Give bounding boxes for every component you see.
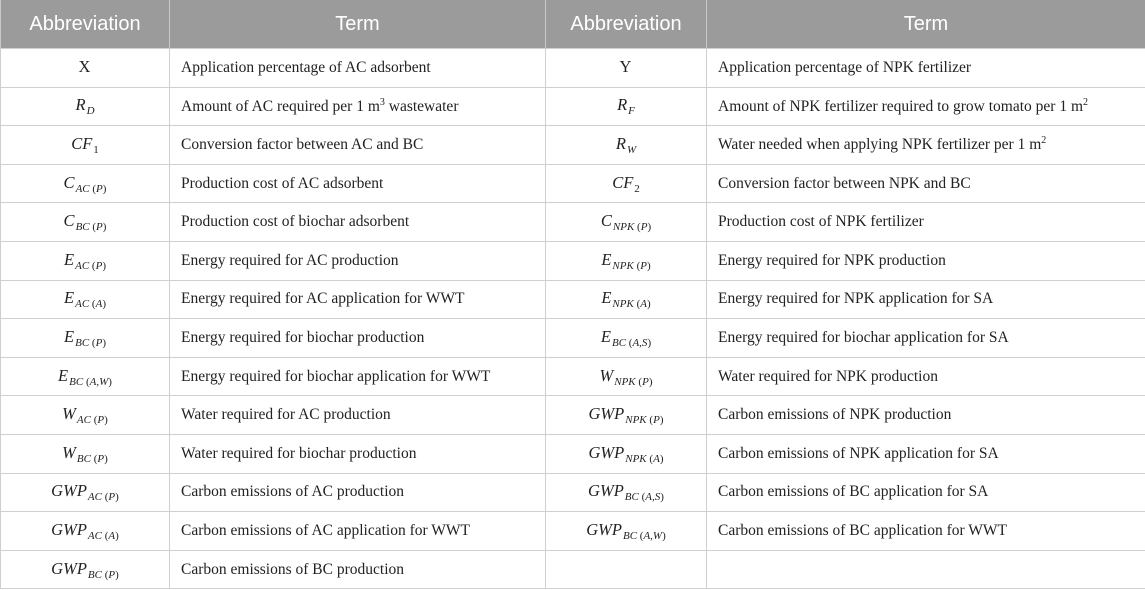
abbreviation-cell [546, 512, 707, 551]
abbreviation-subscript: BC (P) [75, 336, 106, 349]
term-cell [170, 49, 546, 88]
term-cell [707, 87, 1145, 126]
abbreviation-cell [546, 550, 707, 589]
abbreviation-subscript: BC (P) [87, 568, 119, 581]
abbreviation-subscript: BC (A,W) [69, 375, 112, 388]
term-text: Application percentage of AC adsorbent [181, 58, 431, 76]
table-row [1, 49, 1145, 88]
term-superscript: 3 [379, 96, 385, 108]
term-text: Water required for AC production [181, 406, 391, 424]
abbreviation-symbol: E [600, 326, 611, 346]
abbreviation-cell [1, 241, 170, 280]
abbreviation-symbol: GWP [586, 519, 622, 539]
abbreviation-symbol: C [63, 172, 75, 192]
term-text: Carbon emissions of AC production [181, 483, 405, 501]
term-cell [707, 164, 1145, 203]
table-row [1, 550, 1145, 589]
abbreviation-subscript: NPK (P) [625, 414, 664, 427]
abbreviation-symbol: R [615, 133, 626, 153]
term-text: Carbon emissions of BC production [181, 560, 405, 578]
abbreviation-subscript: AC (P) [75, 182, 107, 195]
abbreviation-symbol: GWP [51, 558, 87, 578]
term-text: Water required for NPK production [718, 367, 938, 385]
header-term-left: Term [170, 0, 546, 49]
abbreviation-cell [546, 396, 707, 435]
abbreviation-subscript: AC (P) [87, 491, 119, 504]
abbreviation-cell [546, 87, 707, 126]
term-cell [707, 241, 1145, 280]
table-row [1, 87, 1145, 126]
abbreviation-subscript: NPK (P) [614, 375, 653, 388]
term-cell [170, 164, 546, 203]
term-cell [170, 319, 546, 358]
abbreviation-symbol: W [62, 442, 76, 462]
table-row [1, 434, 1145, 473]
abbreviation-symbol: R [75, 95, 86, 115]
term-text: Carbon emissions of BC application for WWT [718, 521, 1007, 539]
term-text: Energy required for NPK production [718, 251, 946, 269]
term-text: Carbon emissions of AC application for WWT [181, 521, 470, 539]
abbreviation-symbol: GWP [588, 481, 624, 501]
table-row [1, 357, 1145, 396]
table-row [1, 241, 1145, 280]
term-superscript: 2 [1041, 135, 1047, 147]
abbreviation-symbol: W [599, 365, 614, 385]
term-cell [707, 319, 1145, 358]
term-text: Production cost of NPK fertilizer [718, 213, 924, 231]
term-text: Carbon emissions of NPK production [718, 406, 952, 424]
abbreviation-cell [546, 434, 707, 473]
abbreviation-subscript: AC (P) [75, 259, 106, 272]
abbreviation-subscript: NPK (A) [612, 298, 651, 311]
term-text: Energy required for biochar application for SA [718, 328, 1009, 346]
term-cell [170, 87, 546, 126]
term-cell [707, 396, 1145, 435]
abbreviation-symbol: E [58, 365, 69, 385]
abbreviation-symbol: CF [71, 133, 93, 153]
abbreviation-symbol: C [600, 211, 612, 231]
abbreviation-symbol: E [601, 249, 612, 269]
table-row [1, 319, 1145, 358]
abbreviation-subscript: D [86, 105, 95, 118]
header-abbreviation-right: Abbreviation [546, 0, 707, 49]
table-row [1, 164, 1145, 203]
term-text: Energy required for biochar production [181, 328, 425, 346]
abbreviation-cell [546, 203, 707, 242]
term-cell [170, 357, 546, 396]
term-cell [170, 203, 546, 242]
abbreviation-subscript: NPK (P) [612, 221, 652, 234]
term-text: Conversion factor between AC and BC [181, 135, 424, 153]
abbreviation-symbol: GWP [51, 481, 87, 501]
term-cell [707, 49, 1145, 88]
abbreviation-symbol: E [64, 288, 75, 308]
abbreviation-symbol: GWP [588, 442, 625, 462]
term-cell [707, 203, 1145, 242]
abbreviation-cell [546, 280, 707, 319]
table-row [1, 203, 1145, 242]
term-text: Production cost of biochar adsorbent [181, 213, 410, 231]
abbreviation-symbol: R [617, 95, 628, 115]
abbreviation-symbol: E [64, 326, 75, 346]
abbreviation-cell [1, 126, 170, 165]
term-cell [170, 280, 546, 319]
abbreviation-cell [1, 280, 170, 319]
table-row [1, 473, 1145, 512]
abbreviation-subscript: F [628, 105, 635, 118]
term-text: Water required for biochar production [181, 444, 417, 462]
term-cell [170, 473, 546, 512]
abbreviation-subscript: AC (P) [76, 414, 108, 427]
term-text: Production cost of AC adsorbent [181, 174, 384, 192]
abbreviation-cell [1, 473, 170, 512]
abbreviation-subscript: BC (A,W) [622, 529, 666, 542]
abbreviation-subscript: AC (A) [75, 298, 106, 311]
abbreviation-cell [1, 434, 170, 473]
abbreviation-symbol: GWP [588, 404, 625, 424]
abbreviation-cell [1, 49, 170, 88]
abbreviation-cell [1, 319, 170, 358]
abbreviation-cell [546, 49, 707, 88]
term-text-suffix: wastewater [384, 97, 459, 115]
table-row [1, 396, 1145, 435]
abbreviation-cell [1, 203, 170, 242]
abbreviation-cell [546, 241, 707, 280]
term-cell [707, 280, 1145, 319]
term-cell [707, 434, 1145, 473]
abbreviation-subscript: AC (A) [87, 529, 119, 542]
table-row [1, 512, 1145, 551]
term-text: Energy required for AC application for WWT [181, 290, 465, 308]
term-text: Application percentage of NPK fertilizer [718, 58, 972, 76]
term-text: Carbon emissions of NPK application for SA [718, 444, 999, 462]
term-text: Energy required for biochar application for WWT [181, 367, 491, 385]
header-abbreviation-left: Abbreviation [1, 0, 170, 49]
term-cell [170, 241, 546, 280]
abbreviation-symbol: X [78, 56, 91, 76]
header-term-right: Term [707, 0, 1145, 49]
abbreviation-cell [1, 357, 170, 396]
term-cell [170, 396, 546, 435]
abbreviation-cell [1, 87, 170, 126]
abbreviation-symbol: E [64, 249, 75, 269]
abbreviation-cell [1, 164, 170, 203]
term-text: Energy required for NPK application for SA [718, 290, 994, 308]
abbreviation-symbol: Y [619, 56, 632, 76]
term-cell [707, 512, 1145, 551]
abbreviation-subscript: NPK (P) [612, 259, 651, 272]
abbreviation-symbol: C [63, 211, 75, 231]
abbreviation-subscript: 1 [93, 143, 99, 156]
abbreviation-cell [546, 357, 707, 396]
abbreviation-symbol: W [62, 404, 76, 424]
term-cell [170, 126, 546, 165]
term-cell [707, 357, 1145, 396]
table-row [1, 126, 1145, 165]
term-cell [707, 126, 1145, 165]
term-cell [170, 550, 546, 589]
term-cell [170, 434, 546, 473]
term-cell [707, 473, 1145, 512]
term-cell [170, 512, 546, 551]
term-text: Carbon emissions of BC application for SA [718, 483, 989, 501]
abbreviation-cell [1, 396, 170, 435]
abbreviation-cell [1, 550, 170, 589]
table-body [1, 49, 1145, 589]
abbreviation-subscript: NPK (A) [625, 452, 664, 465]
abbreviation-subscript: W [626, 143, 637, 156]
abbreviation-subscript: BC (A,S) [611, 336, 652, 349]
abbreviation-symbol: E [601, 288, 612, 308]
abbreviation-cell [546, 164, 707, 203]
abbreviation-subscript: 2 [634, 182, 640, 195]
header-row [1, 0, 1145, 49]
abbreviation-symbol: CF [612, 172, 634, 192]
term-cell [707, 550, 1145, 589]
abbreviation-subscript: BC (A,S) [624, 491, 664, 504]
abbreviation-subscript: BC (P) [75, 221, 107, 234]
term-superscript: 2 [1083, 96, 1089, 108]
term-text: Water needed when applying NPK fertilizer per 1 m [718, 136, 1042, 154]
term-text: Conversion factor between NPK and BC [718, 174, 971, 192]
abbreviation-symbol: GWP [51, 519, 87, 539]
abbreviation-cell [1, 512, 170, 551]
abbreviation-subscript: BC (P) [76, 452, 108, 465]
abbreviation-cell [546, 319, 707, 358]
abbreviation-cell [546, 126, 707, 165]
term-text: Amount of AC required per 1 m [181, 97, 380, 115]
term-text: Energy required for AC production [181, 251, 399, 269]
term-text: Amount of NPK fertilizer required to grow tomato per 1 m [718, 97, 1084, 115]
abbreviation-cell [546, 473, 707, 512]
table-row [1, 280, 1145, 319]
